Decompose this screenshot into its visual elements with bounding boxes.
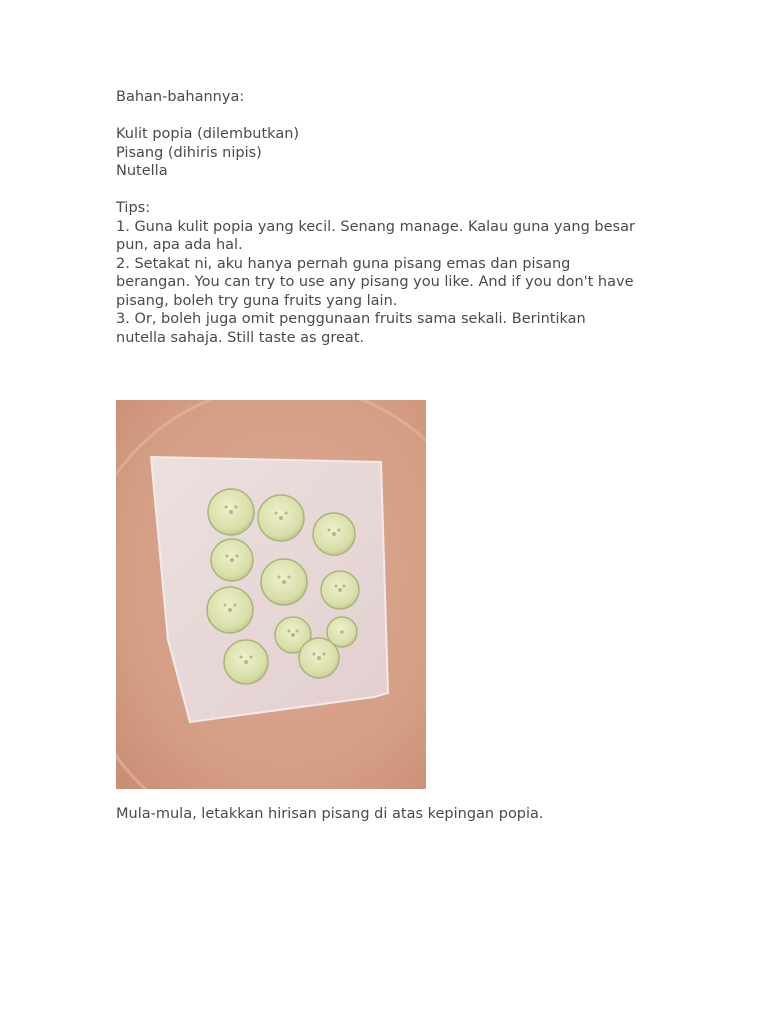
tip-line: pisang, boleh try guna fruits yang lain.: [116, 292, 398, 309]
ingredient-item: Kulit popia (dilembutkan): [116, 126, 300, 142]
banana-slices-photo: [116, 400, 426, 789]
tips-heading: Tips:: [116, 200, 151, 216]
tip-line: 2. Setakat ni, aku hanya pernah guna pisang emas dan pisang: [116, 255, 571, 272]
tip-line: berangan. You can try to use any pisang you like. And if you don't have: [116, 274, 634, 290]
ingredient-item: Pisang (dihiris nipis): [116, 144, 262, 161]
tip-line: pun, apa ada hal.: [116, 237, 243, 253]
ingredient-item: Nutella: [116, 163, 168, 179]
tip-line: nutella sahaja. Still taste as great.: [116, 329, 365, 346]
photo-caption: Mula-mula, letakkan hirisan pisang di atas kepingan popia.: [116, 805, 544, 822]
spacer: [116, 107, 656, 126]
tip-line: 1. Guna kulit popia yang kecil. Senang manage. Kalau guna yang besar: [116, 218, 635, 235]
ingredients-heading: Bahan-bahannya:: [116, 89, 245, 105]
spacer: [116, 181, 656, 200]
tip-line: 3. Or, boleh juga omit penggunaan fruits sama sekali. Berintikan: [116, 311, 586, 327]
recipe-text: [116, 88, 656, 347]
